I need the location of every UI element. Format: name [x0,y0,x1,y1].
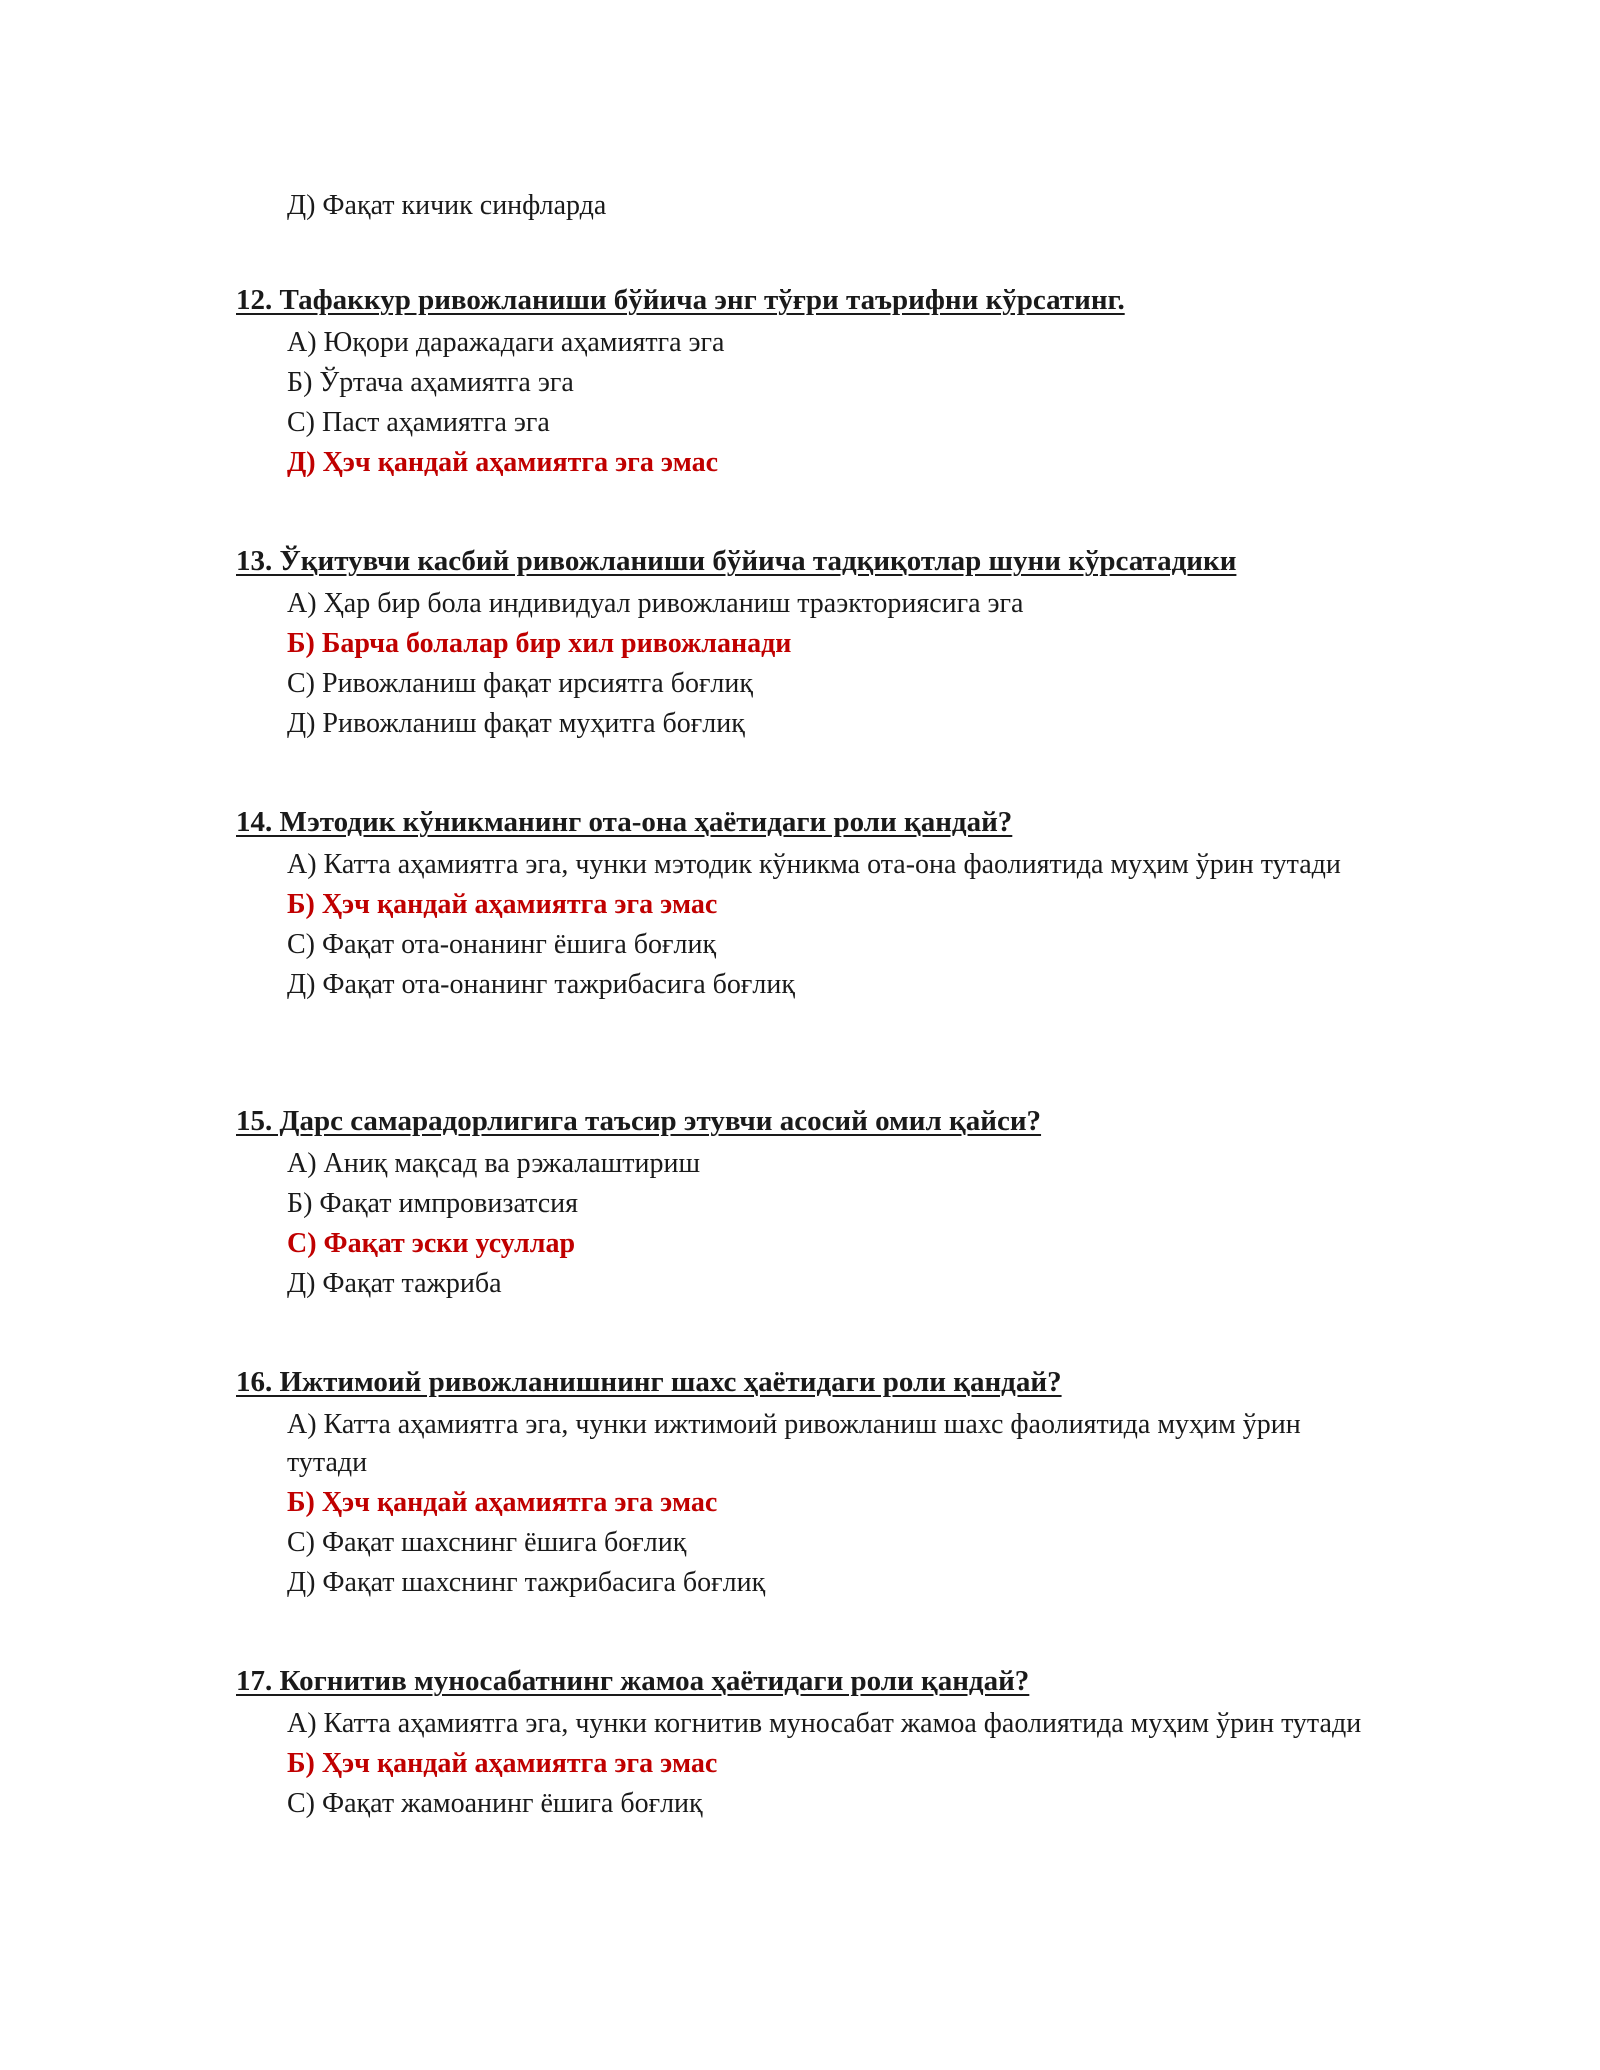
answer-option-c: С) Фақат шахснинг ёшига боғлиқ [287,1527,687,1558]
answer-option-d: Д) Ривожланиш фақат муҳитга боғлиқ [287,708,745,739]
answer-option-a: А) Катта аҳамиятга эга, чунки когнитив муносабат жамоа фаолиятида муҳим ўрин тутади [287,1708,1362,1739]
question-title: 14. Мэтодик кўникманинг ота-она ҳаётидаги роли қандай? [236,806,1013,838]
answer-option-b: Б) Ўртача аҳамиятга эга [287,367,574,398]
answer-option-c: С) Паст аҳамиятга эга [287,407,550,438]
question-13 [236,541,1386,745]
continued-option: Д) Фақат кичик синфларда [287,190,607,221]
answer-options [236,846,1386,1004]
question-title: 16. Ижтимоий ривожланишнинг шахс ҳаётидаги роли қандай? [236,1366,1062,1398]
question-12 [236,280,1386,484]
answer-option-a: А) Катта аҳамиятга эга, чунки мэтодик кўникма ота-она фаолиятида муҳим ўрин тутади [287,849,1341,880]
question-17 [236,1661,1386,1825]
answer-option-b-correct: Б) Ҳэч қандай аҳамиятга эга эмас [287,1487,718,1518]
answer-option-c: С) Ривожланиш фақат ирсиятга боғлиқ [287,668,753,699]
question-title: 15. Дарс самарадорлигига таъсир этувчи асосий омил қайси? [236,1105,1042,1137]
answer-option-a: А) Аниқ мақсад ва рэжалаштириш [287,1148,701,1179]
answer-option-d: Д) Фақат тажриба [287,1268,502,1299]
answer-option-a: А) Ҳар бир бола индивидуал ривожланиш траэкториясига эга [287,588,1024,619]
question-title: 13. Ўқитувчи касбий ривожланиши бўйича тадқиқотлар шуни кўрсатадики [236,545,1237,577]
answer-options [236,1406,1386,1602]
answer-option-a: А) Катта аҳамиятга эга, чунки ижтимоий ривожланиш шахс фаолиятида муҳим ўрин тутади [287,1409,1301,1478]
question-15 [236,1101,1386,1305]
answer-options [236,1145,1386,1303]
answer-option-c: С) Фақат ота-онанинг ёшига боғлиқ [287,929,717,960]
question-14 [236,802,1386,1006]
answer-option-d-correct: Д) Ҳэч қандай аҳамиятга эга эмас [287,447,719,478]
answer-option-b-correct: Б) Ҳэч қандай аҳамиятга эга эмас [287,1748,718,1779]
answer-option-d: Д) Фақат ота-онанинг тажрибасига боғлиқ [287,969,795,1000]
answer-option-c: С) Фақат жамоанинг ёшига боғлиқ [287,1788,703,1819]
answer-option-c-correct: С) Фақат эски усуллар [287,1228,576,1259]
answer-option-b-correct: Б) Барча болалар бир хил ривожланади [287,628,792,659]
answer-options [236,324,1386,482]
answer-options [236,1705,1386,1823]
question-title: 12. Тафаккур ривожланиши бўйича энг тўғри таърифни кўрсатинг. [236,284,1125,316]
answer-option-b-correct: Б) Ҳэч қандай аҳамиятга эга эмас [287,889,718,920]
question-16 [236,1362,1386,1604]
question-title: 17. Когнитив муносабатнинг жамоа ҳаётидаги роли қандай? [236,1665,1030,1697]
answer-option-d: Д) Фақат шахснинг тажрибасига боғлиқ [287,1567,766,1598]
answer-option-b: Б) Фақат импровизатсия [287,1188,579,1219]
answer-options [236,585,1386,743]
answer-option-a: А) Юқори даражадаги аҳамиятга эга [287,327,725,358]
